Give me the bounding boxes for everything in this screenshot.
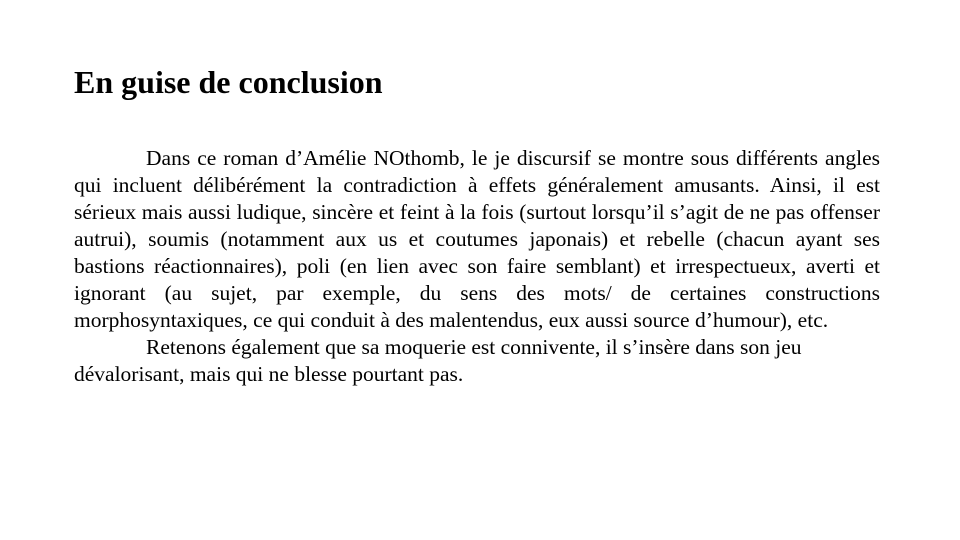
- body-paragraph: Dans ce roman d’Amélie NOthomb, le je discursif se montre sous différents angles qui incluent délibérément la contradiction à effets généralement amusants. Ainsi, il est sérieux mais aussi ludique, sincère et feint à la fois (surtout lorsqu’il s’agit de ne pas offenser autrui), soumis (notamment aux us et coutumes japonais) et rebelle (chacun ayant ses bastions réactionnaires), poli (en lien avec son faire semblant) et irrespectueux, averti et ignorant (au sujet, par exemple, du sens des mots/ de certaines constructions morphosyntaxiques, ce qui conduit à des malentendus, eux aussi source d’humour), etc.: [74, 146, 880, 332]
- slide-body: [74, 145, 880, 388]
- slide-title: En guise de conclusion: [74, 64, 383, 100]
- body-paragraph: Retenons également que sa moquerie est connivente, il s’insère dans son jeu dévalorisant, mais qui ne blesse pourtant pas.: [74, 335, 802, 386]
